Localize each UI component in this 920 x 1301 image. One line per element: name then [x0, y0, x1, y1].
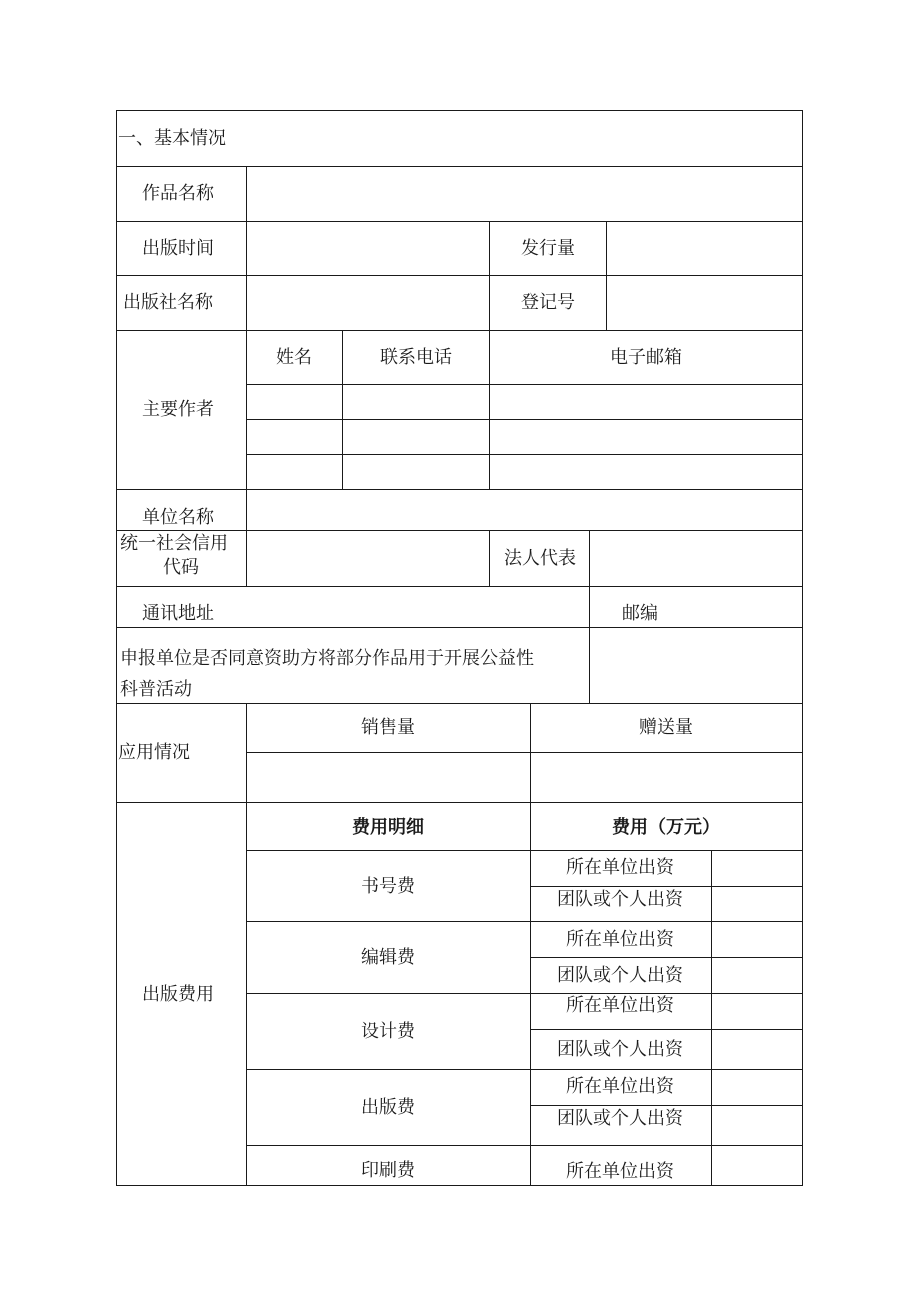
- publish-cost-label: 出版费用: [142, 984, 214, 1005]
- table-border: [711, 850, 712, 1186]
- table-border: [246, 993, 803, 994]
- legal-rep-label: 法人代表: [504, 548, 576, 569]
- table-border: [116, 530, 803, 531]
- table-border: [530, 1105, 803, 1106]
- unit-name-field[interactable]: [250, 492, 798, 527]
- table-border: [116, 330, 803, 331]
- gift-field[interactable]: [534, 755, 798, 799]
- cost-item-name: 出版费: [361, 1097, 415, 1118]
- cost-amount-field[interactable]: [714, 924, 800, 955]
- consent-field[interactable]: [593, 630, 798, 700]
- cost-amount-header: 费用（万元）: [612, 817, 720, 838]
- work-name-field[interactable]: [250, 170, 798, 218]
- table-border: [116, 1185, 803, 1186]
- consent-label-cont: 科普活动: [120, 679, 192, 700]
- cost-amount-field[interactable]: [714, 889, 800, 919]
- table-border: [589, 530, 590, 704]
- table-border: [116, 221, 803, 222]
- cost-amount-field[interactable]: [714, 996, 800, 1027]
- table-border: [116, 275, 803, 276]
- registration-no-label: 登记号: [521, 292, 575, 313]
- credit-code-label: 统一社会信用: [120, 533, 228, 554]
- table-border: [246, 384, 803, 385]
- cost-amount-field[interactable]: [714, 960, 800, 991]
- table-border: [246, 454, 803, 455]
- gift-header: 赠送量: [639, 717, 693, 738]
- cost-source: 团队或个人出资: [557, 1039, 683, 1060]
- sales-header: 销售量: [361, 717, 415, 738]
- credit-code-label-cont: 代码: [163, 557, 199, 578]
- publisher-name-field[interactable]: [250, 278, 486, 326]
- table-border: [530, 703, 531, 1186]
- author-phone-header: 联系电话: [380, 347, 452, 368]
- table-border: [116, 586, 803, 587]
- table-border: [116, 110, 803, 111]
- sales-field[interactable]: [250, 755, 526, 799]
- cost-source: 所在单位出资: [566, 995, 674, 1016]
- table-border: [246, 752, 803, 753]
- table-border: [246, 1069, 803, 1070]
- table-border: [246, 850, 803, 851]
- address-field[interactable]: [250, 589, 585, 624]
- table-border: [246, 1145, 803, 1146]
- consent-label: 申报单位是否同意资助方将部分作品用于开展公益性: [120, 648, 534, 669]
- cost-amount-field[interactable]: [714, 1072, 800, 1103]
- table-border: [530, 957, 803, 958]
- table-border: [489, 530, 490, 587]
- author-email-header: 电子邮箱: [610, 347, 682, 368]
- table-border: [116, 627, 803, 628]
- table-border: [246, 166, 247, 587]
- cost-detail-header: 费用明细: [352, 817, 424, 838]
- cost-source: 所在单位出资: [566, 857, 674, 878]
- registration-no-field[interactable]: [610, 278, 798, 326]
- table-border: [246, 921, 803, 922]
- table-border: [246, 419, 803, 420]
- main-authors-label: 主要作者: [142, 399, 214, 420]
- cost-amount-field[interactable]: [714, 1032, 800, 1067]
- cost-amount-field[interactable]: [714, 1108, 800, 1143]
- table-border: [489, 221, 490, 490]
- postcode-label: 邮编: [622, 603, 658, 624]
- cost-source: 所在单位出资: [566, 1161, 674, 1182]
- publisher-name-label: 出版社名称: [123, 292, 213, 313]
- section-title: 一、基本情况: [118, 128, 226, 149]
- table-border: [606, 221, 607, 331]
- legal-rep-field[interactable]: [593, 533, 798, 583]
- credit-code-field[interactable]: [250, 533, 486, 583]
- table-border: [530, 886, 803, 887]
- cost-item-name: 编辑费: [361, 947, 415, 968]
- table-border: [116, 166, 803, 167]
- publish-time-label: 出版时间: [142, 238, 214, 259]
- author-name-header: 姓名: [276, 347, 312, 368]
- cost-item-name: 印刷费: [361, 1160, 415, 1181]
- cost-source: 团队或个人出资: [557, 965, 683, 986]
- circulation-label: 发行量: [521, 238, 575, 259]
- cost-source: 所在单位出资: [566, 929, 674, 950]
- work-name-label: 作品名称: [142, 183, 214, 204]
- table-border: [116, 802, 803, 803]
- cost-amount-field[interactable]: [714, 1148, 800, 1183]
- cost-source: 团队或个人出资: [557, 889, 683, 910]
- table-border: [246, 703, 247, 1186]
- cost-amount-field[interactable]: [714, 853, 800, 884]
- address-label: 通讯地址: [142, 603, 214, 624]
- table-border: [802, 110, 803, 1186]
- table-border: [116, 489, 803, 490]
- publish-time-field[interactable]: [250, 224, 486, 272]
- cost-item-name: 书号费: [361, 876, 415, 897]
- table-border: [116, 110, 117, 1186]
- circulation-field[interactable]: [610, 224, 798, 272]
- table-border: [116, 703, 803, 704]
- cost-source: 所在单位出资: [566, 1076, 674, 1097]
- cost-source: 团队或个人出资: [557, 1108, 683, 1129]
- cost-item-name: 设计费: [361, 1021, 415, 1042]
- table-border: [342, 330, 343, 490]
- table-border: [530, 1029, 803, 1030]
- unit-name-label: 单位名称: [142, 507, 214, 528]
- application-label: 应用情况: [118, 742, 190, 763]
